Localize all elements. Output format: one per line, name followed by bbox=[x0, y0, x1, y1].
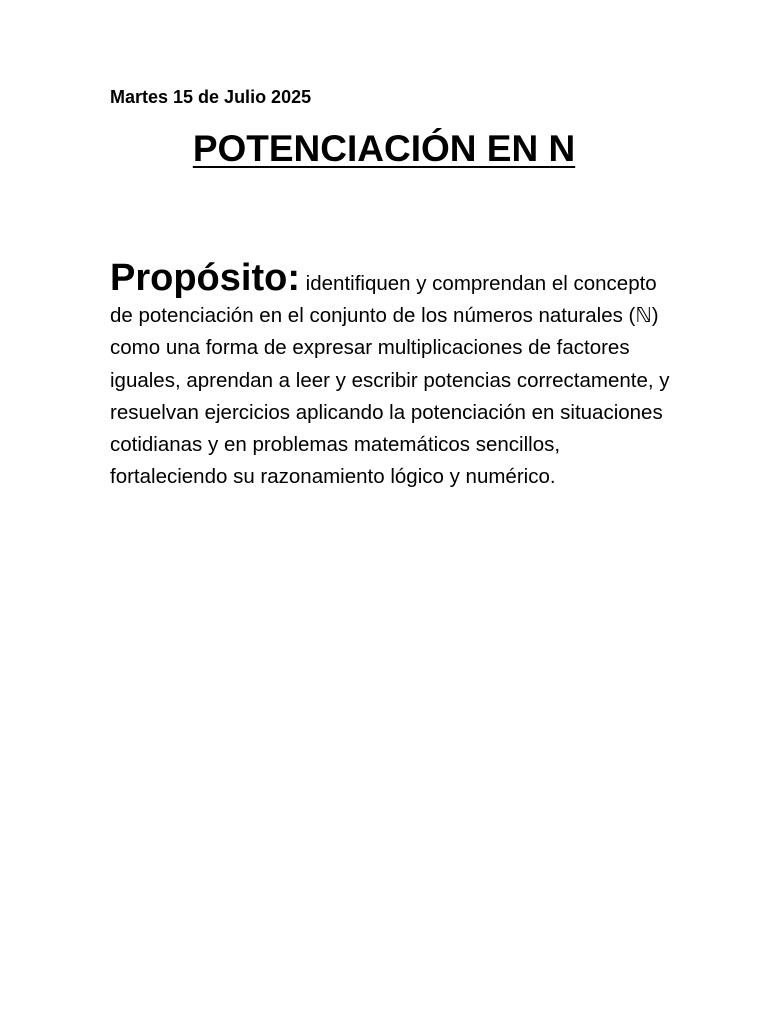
document-date: Martes 15 de Julio 2025 bbox=[110, 87, 312, 107]
purpose-paragraph bbox=[110, 257, 670, 493]
purpose-label: Propósito: bbox=[110, 257, 300, 299]
purpose-text: identifiquen y comprendan el concepto de potenciación en el conjunto de los números naturales (ℕ) como una forma de expresar multiplicaciones de factores iguales, aprendan a leer y escribir potencias correctamente, y resuelvan ejercicios aplicando la potenciación en situaciones cotidianas y en problemas matemáticos sencillos, fortaleciendo su razonamiento lógico y numérico. bbox=[110, 272, 670, 489]
document-title: POTENCIACIÓN EN N bbox=[192, 128, 576, 169]
